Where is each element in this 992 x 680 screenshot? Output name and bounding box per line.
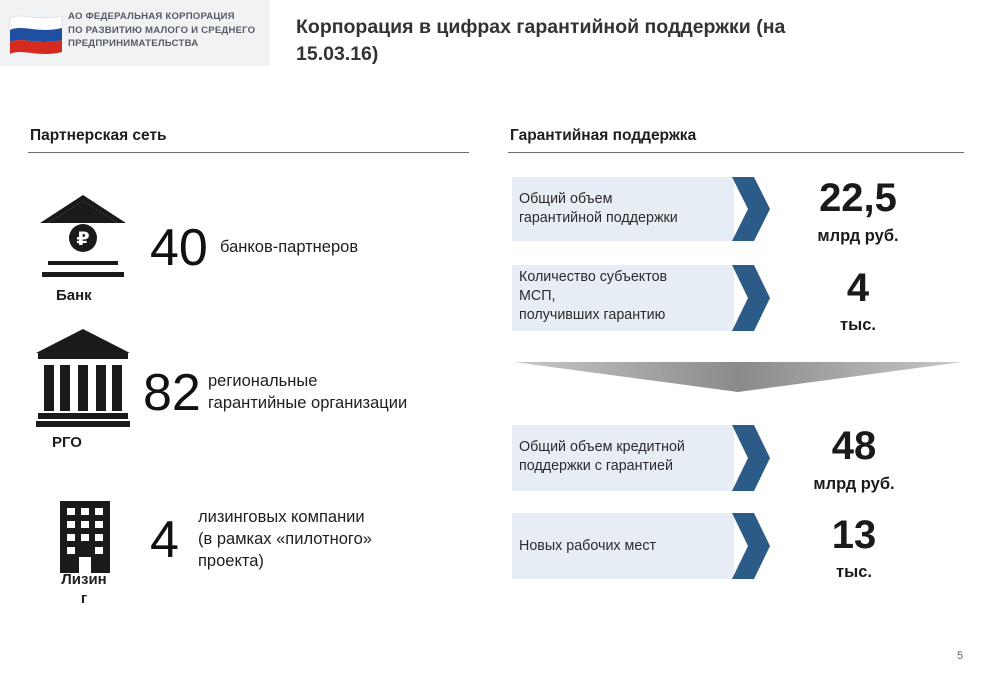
total-guarantee-value: 22,5 xyxy=(819,176,897,220)
new-jobs-box xyxy=(512,513,734,579)
leasing-label-line-1: Лизин xyxy=(61,571,107,588)
chevron-right-icon xyxy=(730,265,770,331)
leasing-desc-line-2: (в рамках «пилотного» xyxy=(198,530,372,548)
office-building-icon xyxy=(58,499,112,575)
new-jobs-value: 13 xyxy=(831,513,877,557)
rgo-count: 82 xyxy=(143,364,201,422)
rgo-label: РГО xyxy=(52,434,82,451)
rgo-desc-line-1: региональные xyxy=(208,372,318,390)
page-title xyxy=(296,14,936,68)
credit-support-box xyxy=(512,425,734,491)
page-number: 5 xyxy=(957,650,964,662)
leasing-label xyxy=(54,570,114,608)
down-arrow-separator xyxy=(514,360,962,394)
rgo-desc-line-2: гарантийные организации xyxy=(208,394,408,412)
org-line-3: ПРЕДПРИНИМАТЕЛЬСТВА xyxy=(68,38,199,49)
total-guarantee-box xyxy=(512,177,734,241)
rgo-desc xyxy=(208,370,407,414)
credit-support-value: 48 xyxy=(831,424,877,468)
bank-desc: банков-партнеров xyxy=(220,238,359,256)
leasing-desc-line-1: лизинговых компании xyxy=(198,508,365,526)
chevron-right-icon xyxy=(730,513,770,579)
logo-panel xyxy=(0,0,270,66)
chevron-right-icon xyxy=(730,425,770,491)
sme-count-line-2: МСП, xyxy=(519,288,556,304)
new-jobs-line-1: Новых рабочих мест xyxy=(519,538,657,554)
title-line-2: 15.03.16) xyxy=(296,43,379,65)
new-jobs-unit: тыс. xyxy=(836,563,872,581)
bank-label: Банк xyxy=(56,287,92,304)
total-guarantee-line-2: гарантийной поддержки xyxy=(519,210,678,226)
leasing-count: 4 xyxy=(150,511,179,569)
org-name xyxy=(68,10,268,51)
svg-text:₽: ₽ xyxy=(76,228,90,250)
leasing-desc xyxy=(198,506,372,572)
chevron-right-icon xyxy=(730,177,770,241)
total-guarantee-unit: млрд руб. xyxy=(817,227,899,245)
title-line-1: Корпорация в цифрах гарантийной поддержки (на xyxy=(296,16,786,38)
sme-count-value: 4 xyxy=(846,266,870,310)
partner-network-heading: Партнерская сеть xyxy=(30,127,167,144)
sme-count-box xyxy=(512,265,734,331)
credit-support-line-2: поддержки с гарантией xyxy=(519,458,673,474)
left-divider xyxy=(28,152,469,153)
total-guarantee-line-1: Общий объем xyxy=(519,191,613,207)
sme-count-line-3: получивших гарантию xyxy=(519,307,666,323)
right-divider xyxy=(508,152,964,153)
leasing-desc-line-3: проекта) xyxy=(198,552,264,570)
sme-count-line-1: Количество субъектов xyxy=(519,269,668,285)
russian-flag-logo xyxy=(8,12,64,56)
org-line-1: АО ФЕДЕРАЛЬНАЯ КОРПОРАЦИЯ xyxy=(68,11,235,22)
credit-support-unit: млрд руб. xyxy=(813,475,895,493)
columns-building-icon xyxy=(34,327,132,429)
guarantee-support-heading: Гарантийная поддержка xyxy=(510,127,697,144)
org-line-2: ПО РАЗВИТИЮ МАЛОГО И СРЕДНЕГО xyxy=(68,24,256,36)
credit-support-line-1: Общий объем кредитной xyxy=(519,439,685,455)
sme-count-unit: тыс. xyxy=(840,316,876,334)
bank-count: 40 xyxy=(150,219,208,277)
leasing-label-line-2: г xyxy=(80,590,88,607)
bank-ruble-icon xyxy=(38,193,128,281)
